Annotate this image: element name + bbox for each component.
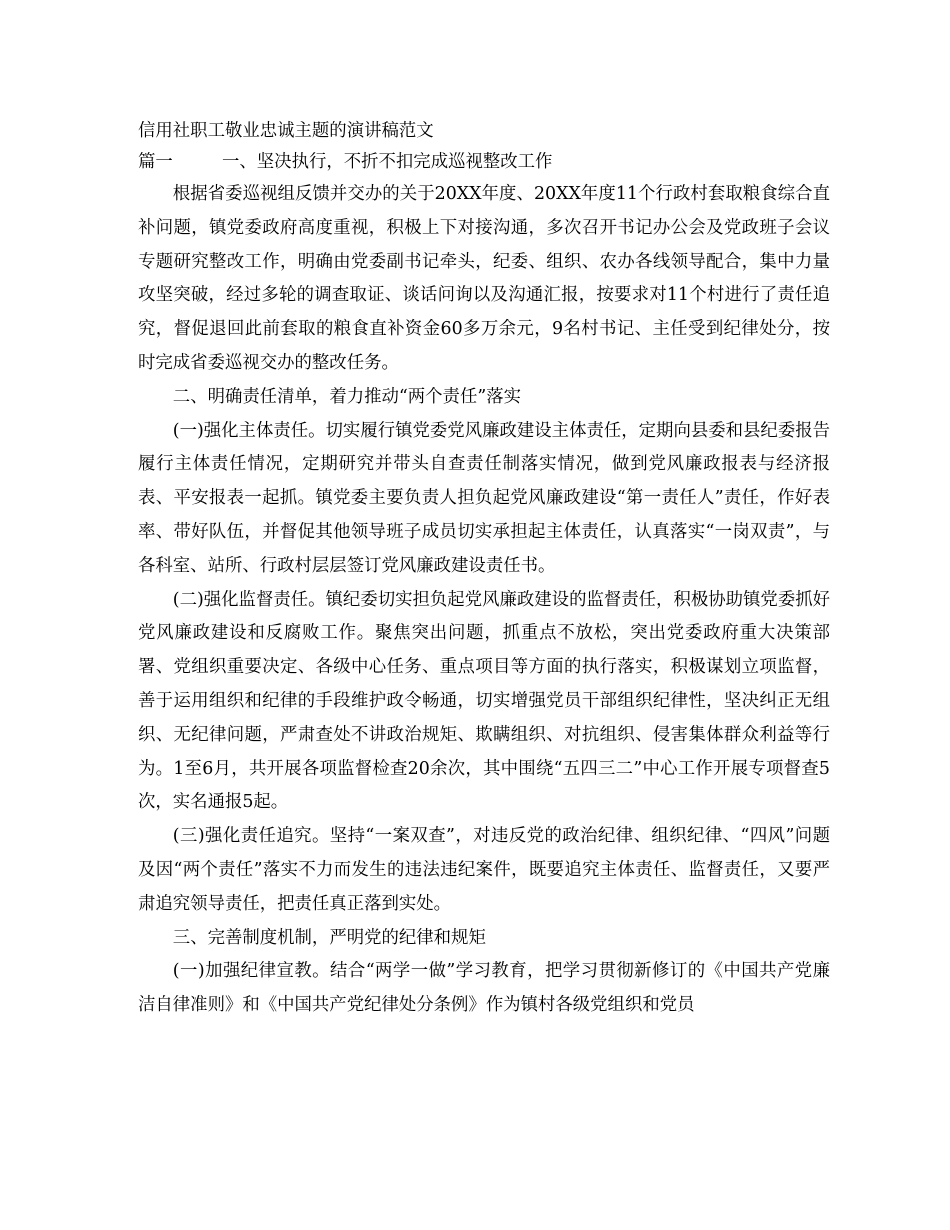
document-title: 信用社职工敬业忠诚主题的演讲稿范文 [138, 121, 434, 141]
subheading: 二、明确责任清单，着力推动“两个责任”落实 [172, 386, 522, 407]
paragraph: (二)强化监督责任。镇纪委切实担负起党风廉政建设的监督责任，积极协助镇党委抓好党风廉政建设和反腐败工作。聚焦突出问题，抓重点不放松，突出党委政府重大决策部署、党组织重要决定、各级中心任务、重点项目等方面的执行落实，积极谋划立项监督，善于运用组织和纪律的手段维护政令畅通，切实增强党员干部组织纪律性，坚决纠正无组织、无纪律问题，严肃查处不讲政治规矩、欺瞒组织、对抗组织、侵害集体群众利益等行为。1至6月，共开展各项监督检查20余次，其中围绕“五四三二”中心工作开展专项督查5次，实名通报5起。 [138, 589, 830, 813]
section-heading-line [138, 146, 830, 178]
section-heading: 一、坚决执行，不折不扣完成巡视整改工作 [222, 152, 553, 172]
paragraph: (三)强化责任追究。坚持“一案双查”，对违反党的政治纪律、组织纪律、“四风”问题及因“两个责任”落实不力而发生的违法违纪案件，既要追究主体责任、监督责任，又要严肃追究领导责任，把责任真正落到实处。 [138, 826, 830, 914]
paragraph: (一)强化主体责任。切实履行镇党委党风廉政建设主体责任，定期向县委和县纪委报告履行主体责任情况，定期研究并带头自查责任制落实情况，做到党风廉政报表与经济报表、平安报表一起抓。镇党委主要负责人担负起党风廉政建设“第一责任人”责任，作好表率、带好队伍，并督促其他领导班子成员切实承担起主体责任，认真落实“一岗双责”，与各科室、站所、行政村层层签订党风廉政建设责任书。 [138, 420, 830, 576]
paragraph: 根据省委巡视组反馈并交办的关于20XX年度、20XX年度11个行政村套取粮食综合直补问题，镇党委政府高度重视，积极上下对接沟通，多次召开书记办公会及党政班子会议专题研究整改工作，明确由党委副书记牵头，纪委、组织、农办各线领导配合，集中力量攻坚突破，经过多轮的调查取证、谈话问询以及沟通汇报，按要求对11个村进行了责任追究，督促退回此前套取的粮食直补资金60多万余元，9名村书记、主任受到纪律处分，按时完成省委巡视交办的整改任务。 [138, 184, 830, 373]
subheading: 三、完善制度机制，严明党的纪律和规矩 [172, 927, 486, 948]
document-page [138, 119, 830, 1023]
paragraph: (一)加强纪律宣教。结合“两学一做”学习教育，把学习贯彻新修订的《中国共产党廉洁自律准则》和《中国共产党纪律处分条例》作为镇村各级党组织和党员 [138, 961, 830, 1016]
section-label: 篇一 [138, 152, 173, 172]
